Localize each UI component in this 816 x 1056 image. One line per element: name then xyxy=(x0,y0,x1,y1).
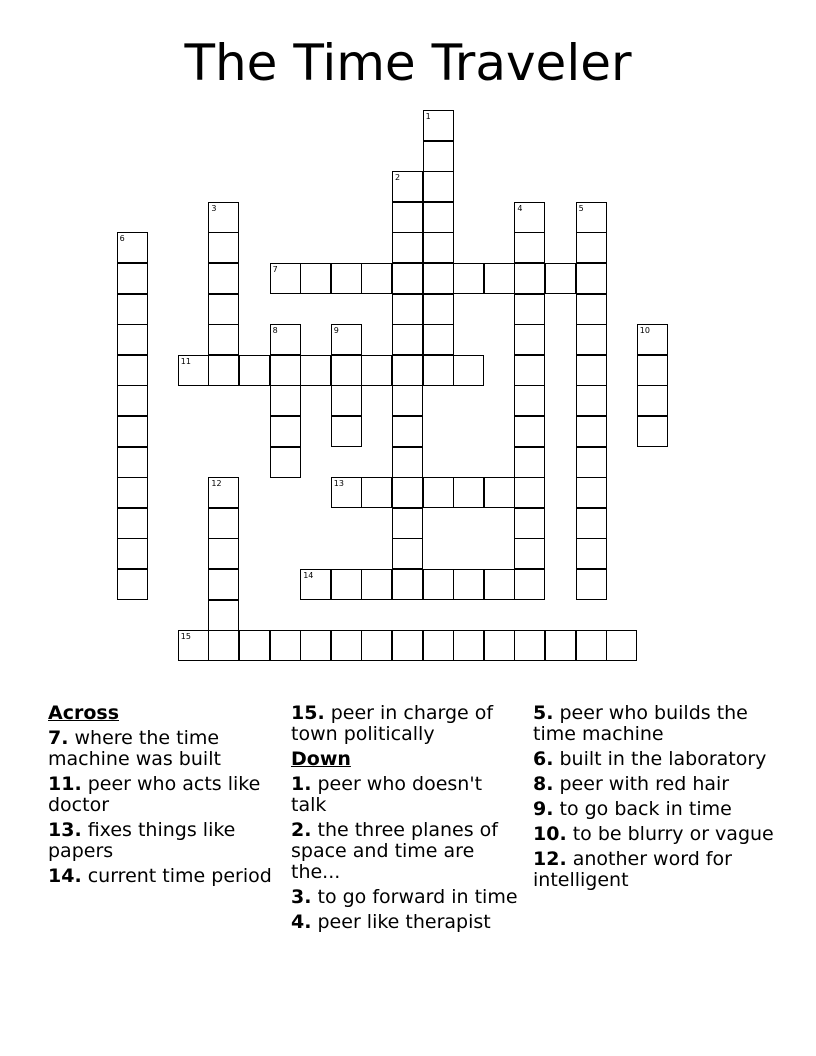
grid-cell[interactable] xyxy=(423,630,454,661)
grid-cell[interactable] xyxy=(514,630,545,661)
grid-cell[interactable] xyxy=(514,416,545,447)
clue-across-15: 15. peer in charge of town politically xyxy=(291,702,494,745)
grid-cell[interactable] xyxy=(484,263,515,294)
grid-cell[interactable] xyxy=(637,416,668,447)
down-heading: Down xyxy=(291,748,351,770)
grid-cell[interactable] xyxy=(208,630,239,661)
grid-cell[interactable] xyxy=(392,477,423,508)
grid-cell[interactable] xyxy=(514,324,545,355)
grid-cell[interactable] xyxy=(117,355,148,386)
cell-number: 2 xyxy=(395,173,401,183)
cell-number: 3 xyxy=(211,203,217,213)
cell-number: 13 xyxy=(333,479,344,489)
grid-cell[interactable] xyxy=(208,294,239,325)
grid-cell[interactable] xyxy=(117,477,148,508)
grid-cell[interactable] xyxy=(576,385,607,416)
grid-cell[interactable] xyxy=(514,569,545,600)
grid-cell[interactable] xyxy=(270,324,301,355)
grid-cell[interactable] xyxy=(392,447,423,478)
cell-number: 12 xyxy=(211,479,222,489)
grid-cell[interactable] xyxy=(423,202,454,233)
grid-cell[interactable] xyxy=(576,508,607,539)
cell-number: 1 xyxy=(425,112,431,121)
grid-cell[interactable] xyxy=(453,263,484,294)
grid-cell[interactable] xyxy=(208,477,239,508)
clue-down-12: 12. another word for intelligent xyxy=(533,848,732,891)
clues-column-3 xyxy=(533,703,783,895)
grid-cell[interactable] xyxy=(300,263,331,294)
grid-cell[interactable] xyxy=(270,416,301,447)
grid-cell[interactable] xyxy=(208,202,239,233)
grid-cell[interactable] xyxy=(392,569,423,600)
grid-cell[interactable] xyxy=(117,538,148,569)
grid-cell[interactable] xyxy=(270,263,301,294)
grid-cell[interactable] xyxy=(576,569,607,600)
clue-down-4: 4. peer like therapist xyxy=(291,911,491,933)
grid-cell[interactable] xyxy=(576,263,607,294)
grid-cell[interactable] xyxy=(423,141,454,172)
grid-cell[interactable] xyxy=(331,477,362,508)
grid-cell[interactable] xyxy=(392,538,423,569)
grid-cell[interactable] xyxy=(514,447,545,478)
clue-across-13: 13. fixes things like papers xyxy=(48,819,236,862)
grid-cell[interactable] xyxy=(270,447,301,478)
grid-cell[interactable] xyxy=(208,232,239,263)
grid-cell[interactable] xyxy=(178,355,209,386)
grid-cell[interactable] xyxy=(300,569,331,600)
grid-cell[interactable] xyxy=(208,538,239,569)
clue-down-6: 6. built in the laboratory xyxy=(533,748,767,770)
grid-cell[interactable] xyxy=(576,447,607,478)
grid-cell[interactable] xyxy=(270,355,301,386)
grid-cell[interactable] xyxy=(300,630,331,661)
grid-cell[interactable] xyxy=(117,416,148,447)
grid-cell[interactable] xyxy=(361,355,392,386)
grid-cell[interactable] xyxy=(117,569,148,600)
grid-cell[interactable] xyxy=(514,263,545,294)
grid-cell[interactable] xyxy=(392,385,423,416)
grid-cell[interactable] xyxy=(331,263,362,294)
across-heading: Across xyxy=(48,702,120,724)
grid-cell[interactable] xyxy=(606,630,637,661)
grid-cell[interactable] xyxy=(361,263,392,294)
grid-cell[interactable] xyxy=(576,232,607,263)
grid-cell[interactable] xyxy=(637,385,668,416)
grid-cell[interactable] xyxy=(423,477,454,508)
grid-cell[interactable] xyxy=(270,630,301,661)
grid-cell[interactable] xyxy=(484,569,515,600)
puzzle-title: The Time Traveler xyxy=(184,34,632,92)
grid-cell[interactable] xyxy=(514,294,545,325)
grid-cell[interactable] xyxy=(392,416,423,447)
grid-cell[interactable] xyxy=(117,263,148,294)
cell-number: 8 xyxy=(272,326,278,336)
cell-number: 7 xyxy=(272,265,278,274)
grid-cell[interactable] xyxy=(514,202,545,233)
grid-cell[interactable] xyxy=(392,263,423,294)
cell-number: 6 xyxy=(119,234,125,244)
grid-cell[interactable] xyxy=(576,477,607,508)
grid-cell[interactable] xyxy=(117,447,148,478)
grid-cell[interactable] xyxy=(361,477,392,508)
grid-cell[interactable] xyxy=(208,569,239,600)
clue-across-7: 7. where the time machine was built xyxy=(48,727,221,770)
grid-cell[interactable] xyxy=(453,630,484,661)
grid-cell[interactable] xyxy=(637,355,668,386)
grid-cell[interactable] xyxy=(514,508,545,539)
clue-down-8: 8. peer with red hair xyxy=(533,773,730,795)
grid-cell[interactable] xyxy=(453,569,484,600)
grid-cell[interactable] xyxy=(208,508,239,539)
clue-down-1: 1. peer who doesn't talk xyxy=(291,773,483,816)
grid-cell[interactable] xyxy=(208,600,239,631)
grid-cell[interactable] xyxy=(576,324,607,355)
grid-cell[interactable] xyxy=(423,324,454,355)
grid-cell[interactable] xyxy=(117,385,148,416)
cell-number: 9 xyxy=(333,326,339,336)
grid-cell[interactable] xyxy=(208,263,239,294)
clue-down-5: 5. peer who builds the time machine xyxy=(533,702,748,745)
grid-cell[interactable] xyxy=(514,385,545,416)
grid-cell[interactable] xyxy=(576,416,607,447)
grid-cell[interactable] xyxy=(117,324,148,355)
grid-cell[interactable] xyxy=(423,171,454,202)
grid-cell[interactable] xyxy=(208,355,239,386)
grid-cell[interactable] xyxy=(423,263,454,294)
grid-cell[interactable] xyxy=(392,202,423,233)
grid-cell[interactable] xyxy=(423,569,454,600)
grid-cell[interactable] xyxy=(239,355,270,386)
grid-cell[interactable] xyxy=(331,569,362,600)
grid-cell[interactable] xyxy=(453,355,484,386)
grid-cell[interactable] xyxy=(300,355,331,386)
grid-cell[interactable] xyxy=(239,630,270,661)
clues-column-1 xyxy=(48,703,280,891)
clue-down-3: 3. to go forward in time xyxy=(291,886,518,908)
grid-cell[interactable] xyxy=(576,630,607,661)
grid-cell[interactable] xyxy=(117,508,148,539)
grid-cell[interactable] xyxy=(576,202,607,233)
grid-cell[interactable] xyxy=(576,294,607,325)
grid-cell[interactable] xyxy=(331,630,362,661)
grid-cell[interactable] xyxy=(423,232,454,263)
grid-cell[interactable] xyxy=(331,355,362,386)
grid-cell[interactable] xyxy=(545,263,576,294)
grid-cell[interactable] xyxy=(331,416,362,447)
clue-down-9: 9. to go back in time xyxy=(533,798,732,820)
cell-number: 15 xyxy=(180,632,191,642)
clue-across-11: 11. peer who acts like doctor xyxy=(48,773,261,816)
grid-cell[interactable] xyxy=(576,538,607,569)
grid-cell[interactable] xyxy=(484,630,515,661)
cell-number: 14 xyxy=(303,571,314,580)
grid-cell[interactable] xyxy=(514,232,545,263)
grid-cell[interactable] xyxy=(423,110,454,141)
grid-cell[interactable] xyxy=(484,477,515,508)
clue-across-14: 14. current time period xyxy=(48,865,272,887)
grid-cell[interactable] xyxy=(331,385,362,416)
grid-cell[interactable] xyxy=(117,294,148,325)
grid-cell[interactable] xyxy=(392,324,423,355)
grid-cell[interactable] xyxy=(392,355,423,386)
grid-cell[interactable] xyxy=(453,477,484,508)
grid-cell[interactable] xyxy=(514,355,545,386)
grid-cell[interactable] xyxy=(514,477,545,508)
cell-number: 5 xyxy=(578,203,584,213)
grid-cell[interactable] xyxy=(178,630,209,661)
grid-cell[interactable] xyxy=(392,630,423,661)
grid-cell[interactable] xyxy=(514,538,545,569)
clue-down-2: 2. the three planes of space and time are the... xyxy=(291,819,498,883)
grid-cell[interactable] xyxy=(270,385,301,416)
grid-cell[interactable] xyxy=(117,232,148,263)
cell-number: 4 xyxy=(517,203,523,213)
grid-cell[interactable] xyxy=(392,294,423,325)
clues-column-2 xyxy=(291,703,521,937)
clue-down-10: 10. to be blurry or vague xyxy=(533,823,774,845)
grid-cell[interactable] xyxy=(392,171,423,202)
grid-cell[interactable] xyxy=(392,232,423,263)
grid-cell[interactable] xyxy=(545,630,576,661)
grid-cell[interactable] xyxy=(576,355,607,386)
grid-cell[interactable] xyxy=(423,294,454,325)
grid-cell[interactable] xyxy=(331,324,362,355)
grid-cell[interactable] xyxy=(208,324,239,355)
grid-cell[interactable] xyxy=(361,630,392,661)
cell-number: 11 xyxy=(180,356,191,366)
grid-cell[interactable] xyxy=(423,355,454,386)
cell-number: 10 xyxy=(639,326,650,336)
grid-cell[interactable] xyxy=(392,508,423,539)
grid-cell[interactable] xyxy=(361,569,392,600)
grid-cell[interactable] xyxy=(637,324,668,355)
